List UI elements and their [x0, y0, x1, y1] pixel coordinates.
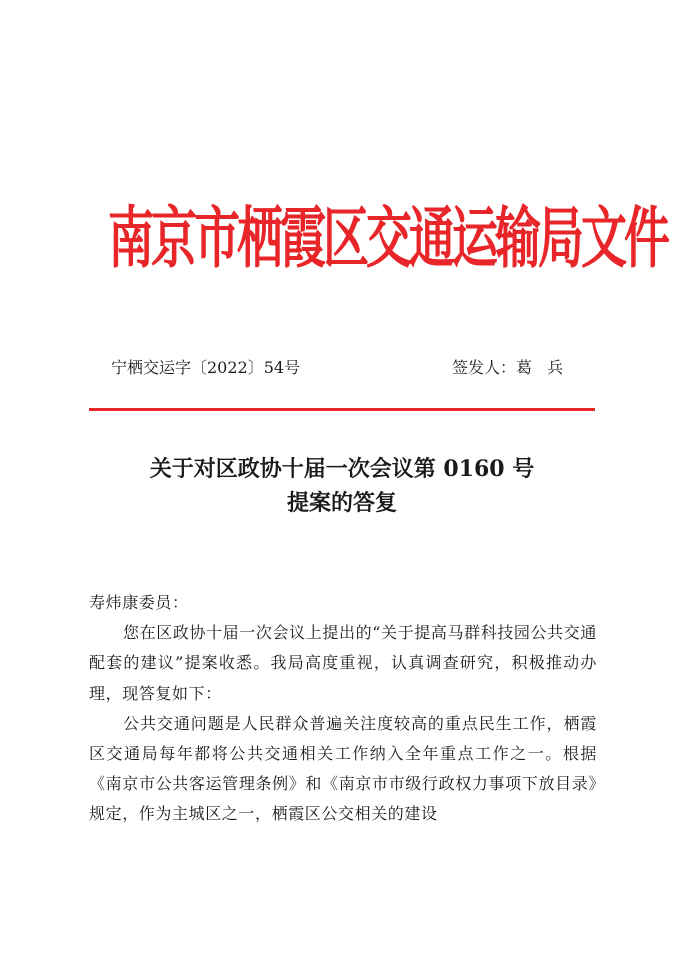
letterhead-title: 南京市栖霞区交通运输局文件 [108, 198, 667, 278]
body-paragraph-2: 公共交通问题是人民群众普遍关注度较高的重点民生工作，栖霞区交通局每年都将公共交通相关工作纳入全年重点工作之一。根据《南京市公共客运管理条例》和《南京市市级行政权力事项下放目录》规定，作为主城区之一，栖霞区公交相关的建设 [89, 713, 597, 824]
signer-label: 签发人： [452, 358, 517, 377]
title-line-1: 关于对区政协十届一次会议第 0160 号 [149, 456, 535, 482]
signer-name: 葛 兵 [516, 358, 569, 377]
title-line-2: 提案的答复 [286, 490, 397, 516]
body-paragraph-1: 您在区政协十届一次会议上提出的“关于提高马群科技园公共交通配套的建议”提案收悉。我局高度重视，认真调查研究，积极推动办理，现答复如下： [89, 623, 597, 703]
document-body [89, 588, 597, 830]
signer [452, 356, 568, 380]
document-number: 宁栖交运字〔2022〕54号 [111, 358, 301, 377]
red-divider-rule [89, 408, 595, 411]
salutation: 寿炜康委员： [89, 593, 189, 612]
document-title [90, 452, 594, 520]
